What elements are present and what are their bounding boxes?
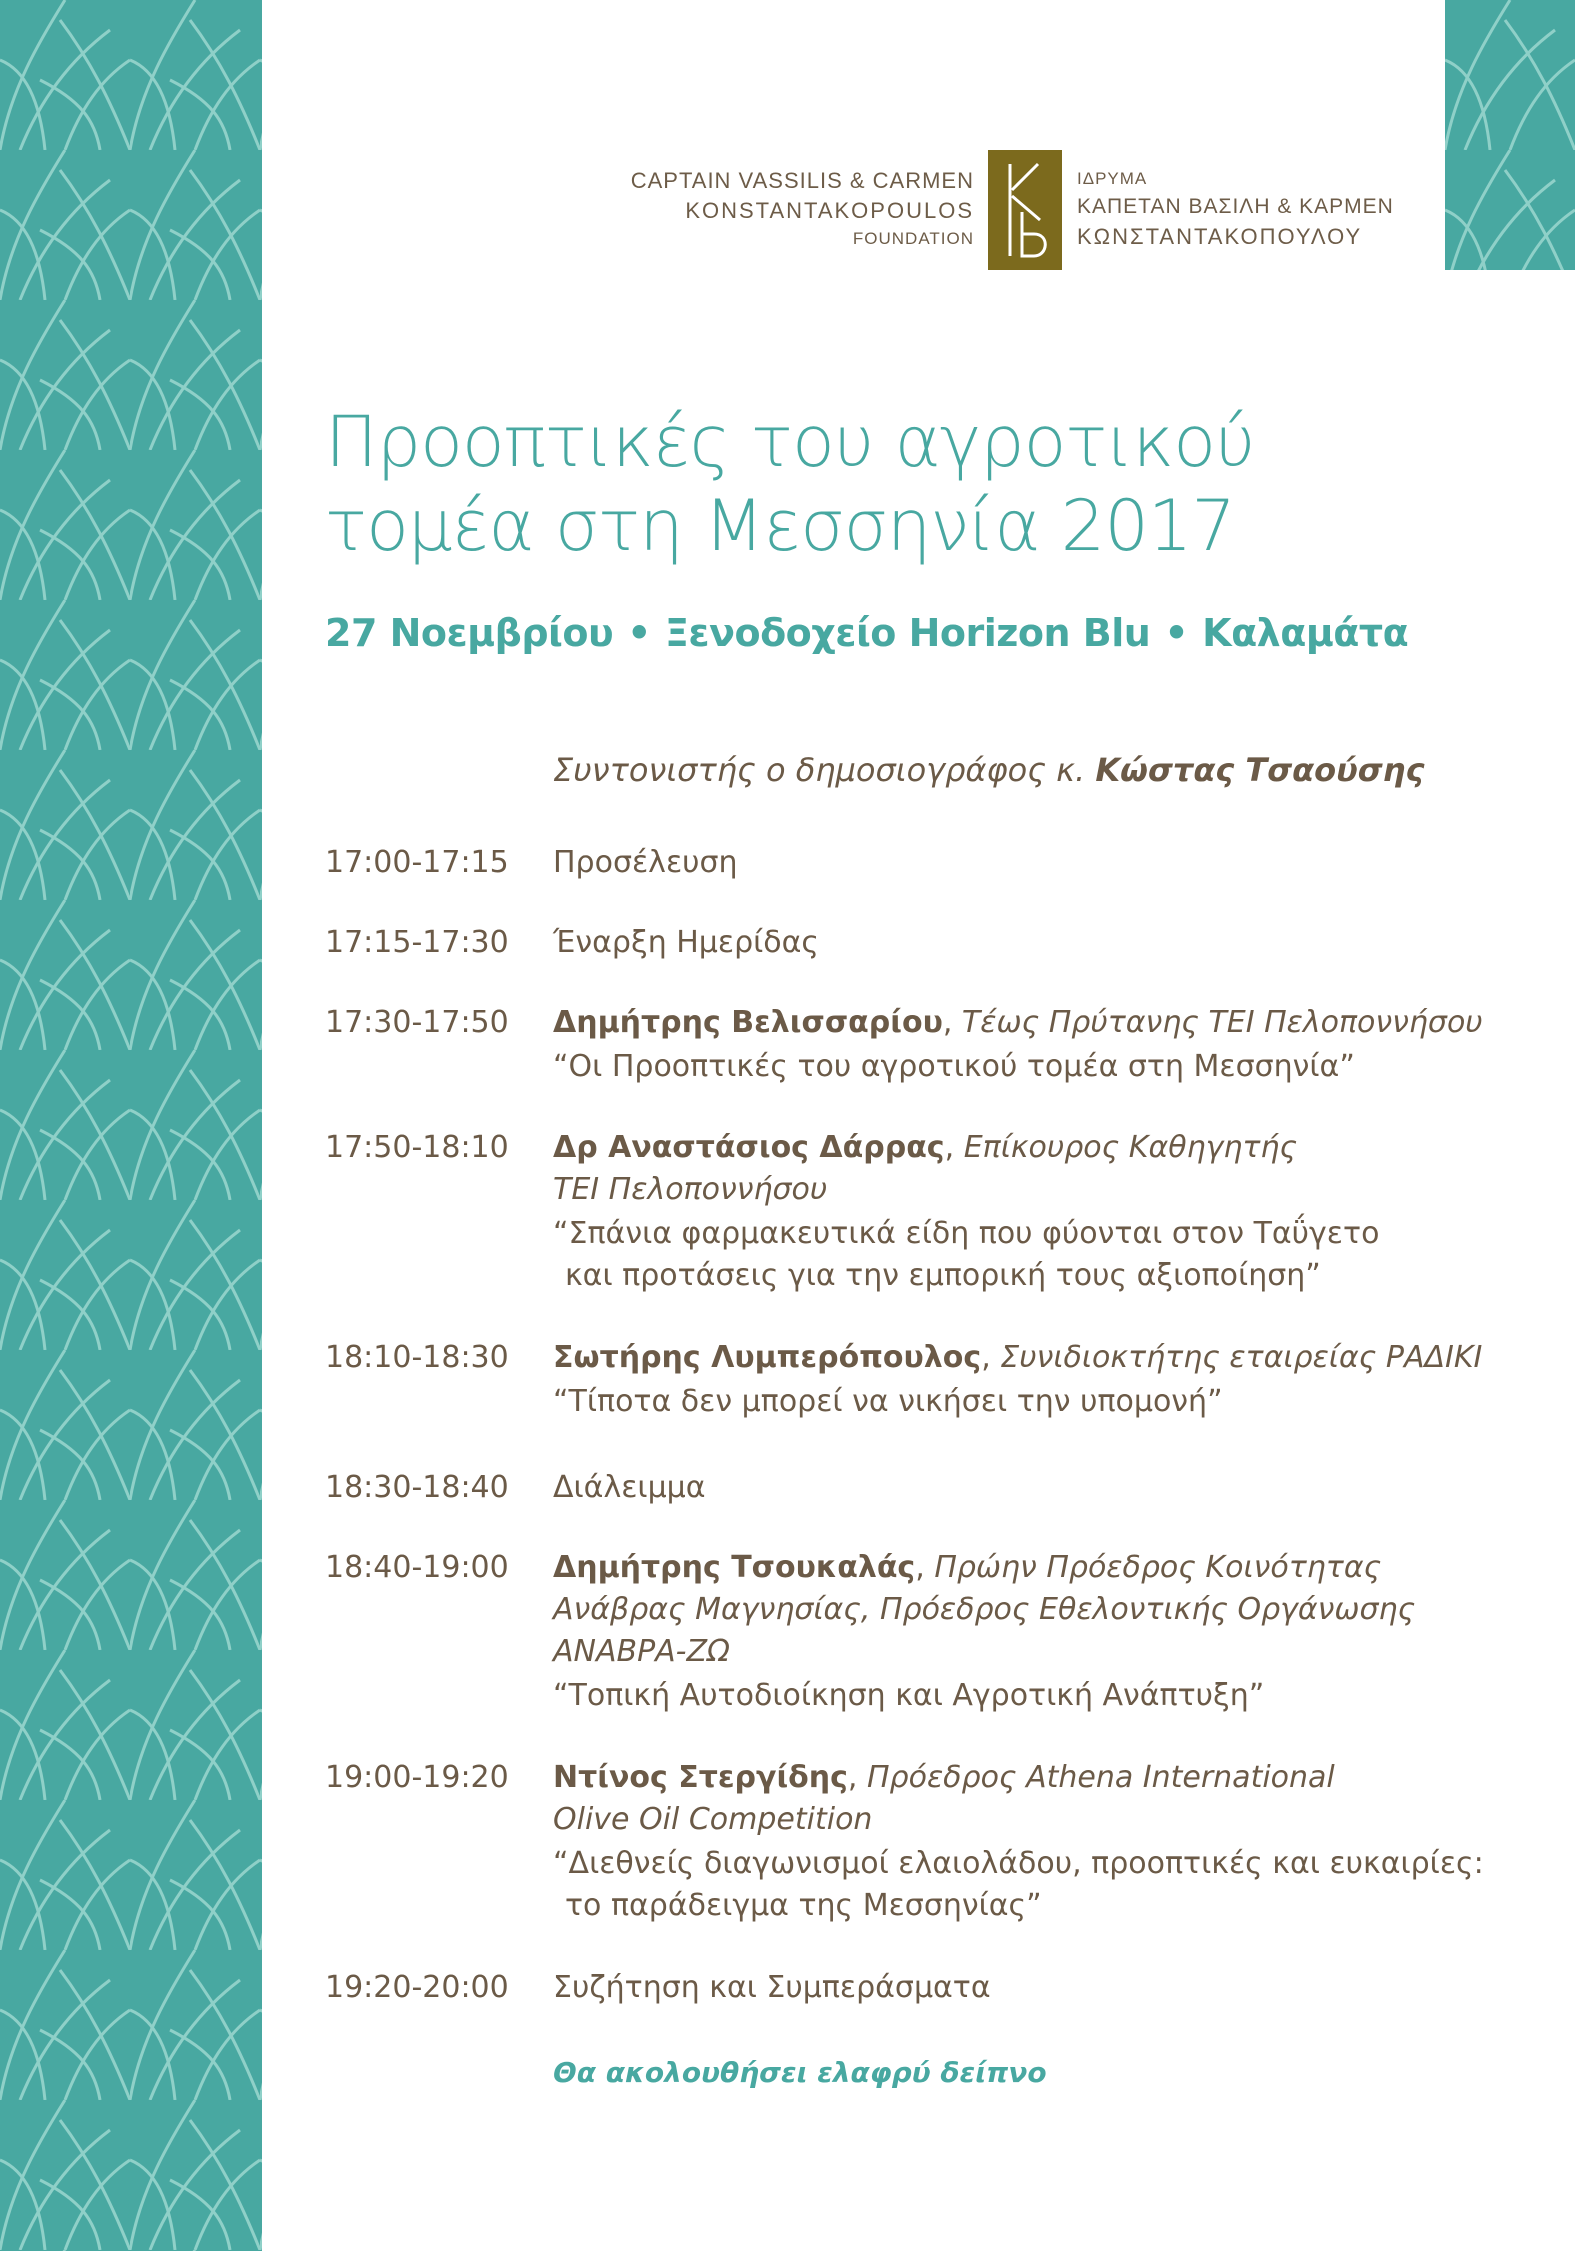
logo-gr-line3: ΚΩΝΣΤΑΝΤΑΚΟΠΟΥΛΟΥ	[1077, 224, 1363, 249]
talk-title: “Οι Προοπτικές του αγροτικού τομέα στη Μεσσηνία”	[553, 1049, 1355, 1084]
leaf-pattern-left	[0, 0, 262, 2251]
schedule-text: Προσέλευση	[553, 845, 738, 880]
schedule-time: 18:10-18:30	[325, 1340, 509, 1375]
moderator-prefix: Συντονιστής ο δημοσιογράφος κ.	[553, 751, 1096, 789]
logo-gr-line1: ΙΔΡΥΜΑ	[1077, 169, 1148, 188]
separator-dot: •	[627, 611, 651, 655]
schedule-time: 19:00-19:20	[325, 1760, 509, 1795]
talk-title: “Τοπική Αυτοδιοίκηση και Αγροτική Ανάπτυξη”	[553, 1678, 1265, 1713]
speaker-role: Πρώην Πρόεδρος Κοινότητας	[934, 1550, 1382, 1585]
ikb-monogram-icon	[988, 150, 1062, 270]
speaker-role: Τέως Πρύτανης ΤΕΙ Πελοποννήσου	[961, 1005, 1483, 1040]
schedule-content	[553, 842, 1473, 884]
schedule-content	[553, 1757, 1484, 1927]
logo-greek	[1077, 166, 1437, 252]
comma: ,	[981, 1340, 991, 1375]
speaker-role: Olive Oil Competition	[553, 1802, 873, 1837]
foundation-logo	[600, 150, 1420, 270]
comma: ,	[944, 1130, 955, 1165]
speaker-name: Δημήτρης Τσουκαλάς	[553, 1550, 916, 1585]
speaker-role-cont	[553, 1799, 1473, 1841]
comma: ,	[915, 1550, 925, 1585]
comma: ,	[942, 1005, 953, 1040]
title-line2: τομέα στη Μεσσηνία 2017	[325, 485, 1235, 567]
schedule-content	[553, 1127, 1473, 1297]
speaker-role: ΤΕΙ Πελοποννήσου	[553, 1172, 828, 1207]
speaker-name: Δημήτρης Βελισσαρίου	[553, 1005, 943, 1040]
speaker-role-cont	[553, 1169, 1473, 1211]
speaker-role: Συνιδιοκτήτης εταιρείας ΡΑΔΙΚΙ	[1000, 1340, 1483, 1375]
speaker-role: Ανάβρας Μαγνησίας, Πρόεδρος Εθελοντικής Οργάνωσης	[553, 1592, 1416, 1627]
leaf-pattern-right	[1445, 0, 1575, 270]
event-date: 27 Νοεμβρίου	[325, 611, 614, 655]
moderator-name: Κώστας Τσαούσης	[1095, 751, 1425, 789]
schedule-content	[553, 1002, 1483, 1088]
speaker-role: Πρόεδρος Athena International	[867, 1760, 1335, 1795]
speaker-line	[553, 1547, 1473, 1589]
speaker-name: Δρ Αναστάσιος Δάρρας	[553, 1130, 945, 1165]
talk-title: “Σπάνια φαρμακευτικά είδη που φύονται στον Ταΰγετο	[553, 1216, 1380, 1251]
logo-english	[600, 166, 974, 252]
speaker-role-cont	[553, 1631, 1473, 1673]
leaf-pattern-icon	[0, 0, 262, 2251]
speaker-line	[553, 1002, 1483, 1044]
event-venue: Ξενοδοχείο Horizon Blu	[664, 611, 1151, 655]
speaker-role: ΑΝΑΒΡΑ-ΖΩ	[553, 1634, 730, 1669]
speaker-line	[553, 1127, 1473, 1169]
schedule-time: 17:50-18:10	[325, 1130, 509, 1165]
schedule-time: 18:30-18:40	[325, 1470, 509, 1505]
talk-title: “Διεθνείς διαγωνισμοί ελαιολάδου, προοπτικές και ευκαιρίες:	[553, 1846, 1484, 1881]
speaker-line	[553, 1757, 1473, 1799]
talk-title-cont: το παράδειγμα της Μεσσηνίας”	[565, 1888, 1042, 1923]
schedule-text: Συζήτηση και Συμπεράσματα	[553, 1970, 991, 2005]
event-city: Καλαμάτα	[1202, 611, 1409, 655]
schedule-content	[553, 1337, 1483, 1423]
closing-note: Θα ακολουθήσει ελαφρύ δείπνο	[553, 2056, 1047, 2089]
speaker-name: Ντίνος Στεργίδης	[553, 1760, 848, 1795]
schedule-time: 18:40-19:00	[325, 1550, 509, 1585]
schedule-time: 19:20-20:00	[325, 1970, 509, 2005]
talk-title: “Τίποτα δεν μπορεί να νικήσει την υπομονή”	[553, 1384, 1223, 1419]
separator-dot: •	[1164, 611, 1189, 655]
leaf-pattern-icon	[1445, 0, 1575, 270]
talk-title-cont: και προτάσεις για την εμπορική τους αξιοποίηση”	[565, 1258, 1321, 1293]
speaker-role: Επίκουρος Καθηγητής	[963, 1130, 1298, 1165]
page-title	[325, 400, 1425, 568]
logo-en-line1: CAPTAIN VASSILIS & CARMEN	[630, 168, 974, 193]
speaker-line	[553, 1337, 1483, 1379]
logo-en-line2: KONSTANTAKOPOULOS	[685, 198, 974, 223]
schedule-time: 17:15-17:30	[325, 925, 509, 960]
schedule-text: Διάλειμμα	[553, 1470, 706, 1505]
logo-en-line3: FOUNDATION	[852, 229, 974, 248]
schedule-text: Έναρξη Ημερίδας	[553, 925, 820, 960]
event-details	[325, 610, 1475, 656]
comma: ,	[847, 1760, 858, 1795]
title-line1: Προοπτικές του αγροτικού	[325, 401, 1255, 483]
schedule-content	[553, 1547, 1473, 1717]
schedule-content	[553, 1967, 1473, 2009]
schedule-time: 17:00-17:15	[325, 845, 509, 880]
moderator-line	[553, 749, 1453, 791]
speaker-name: Σωτήρης Λυμπερόπουλος	[553, 1340, 982, 1375]
schedule-content	[553, 1467, 1473, 1509]
schedule-content	[553, 922, 1473, 964]
schedule-time: 17:30-17:50	[325, 1005, 509, 1040]
speaker-role-cont	[553, 1589, 1473, 1631]
logo-gr-line2: ΚΑΠΕΤΑΝ ΒΑΣΙΛΗ & ΚΑΡΜΕΝ	[1077, 195, 1394, 218]
